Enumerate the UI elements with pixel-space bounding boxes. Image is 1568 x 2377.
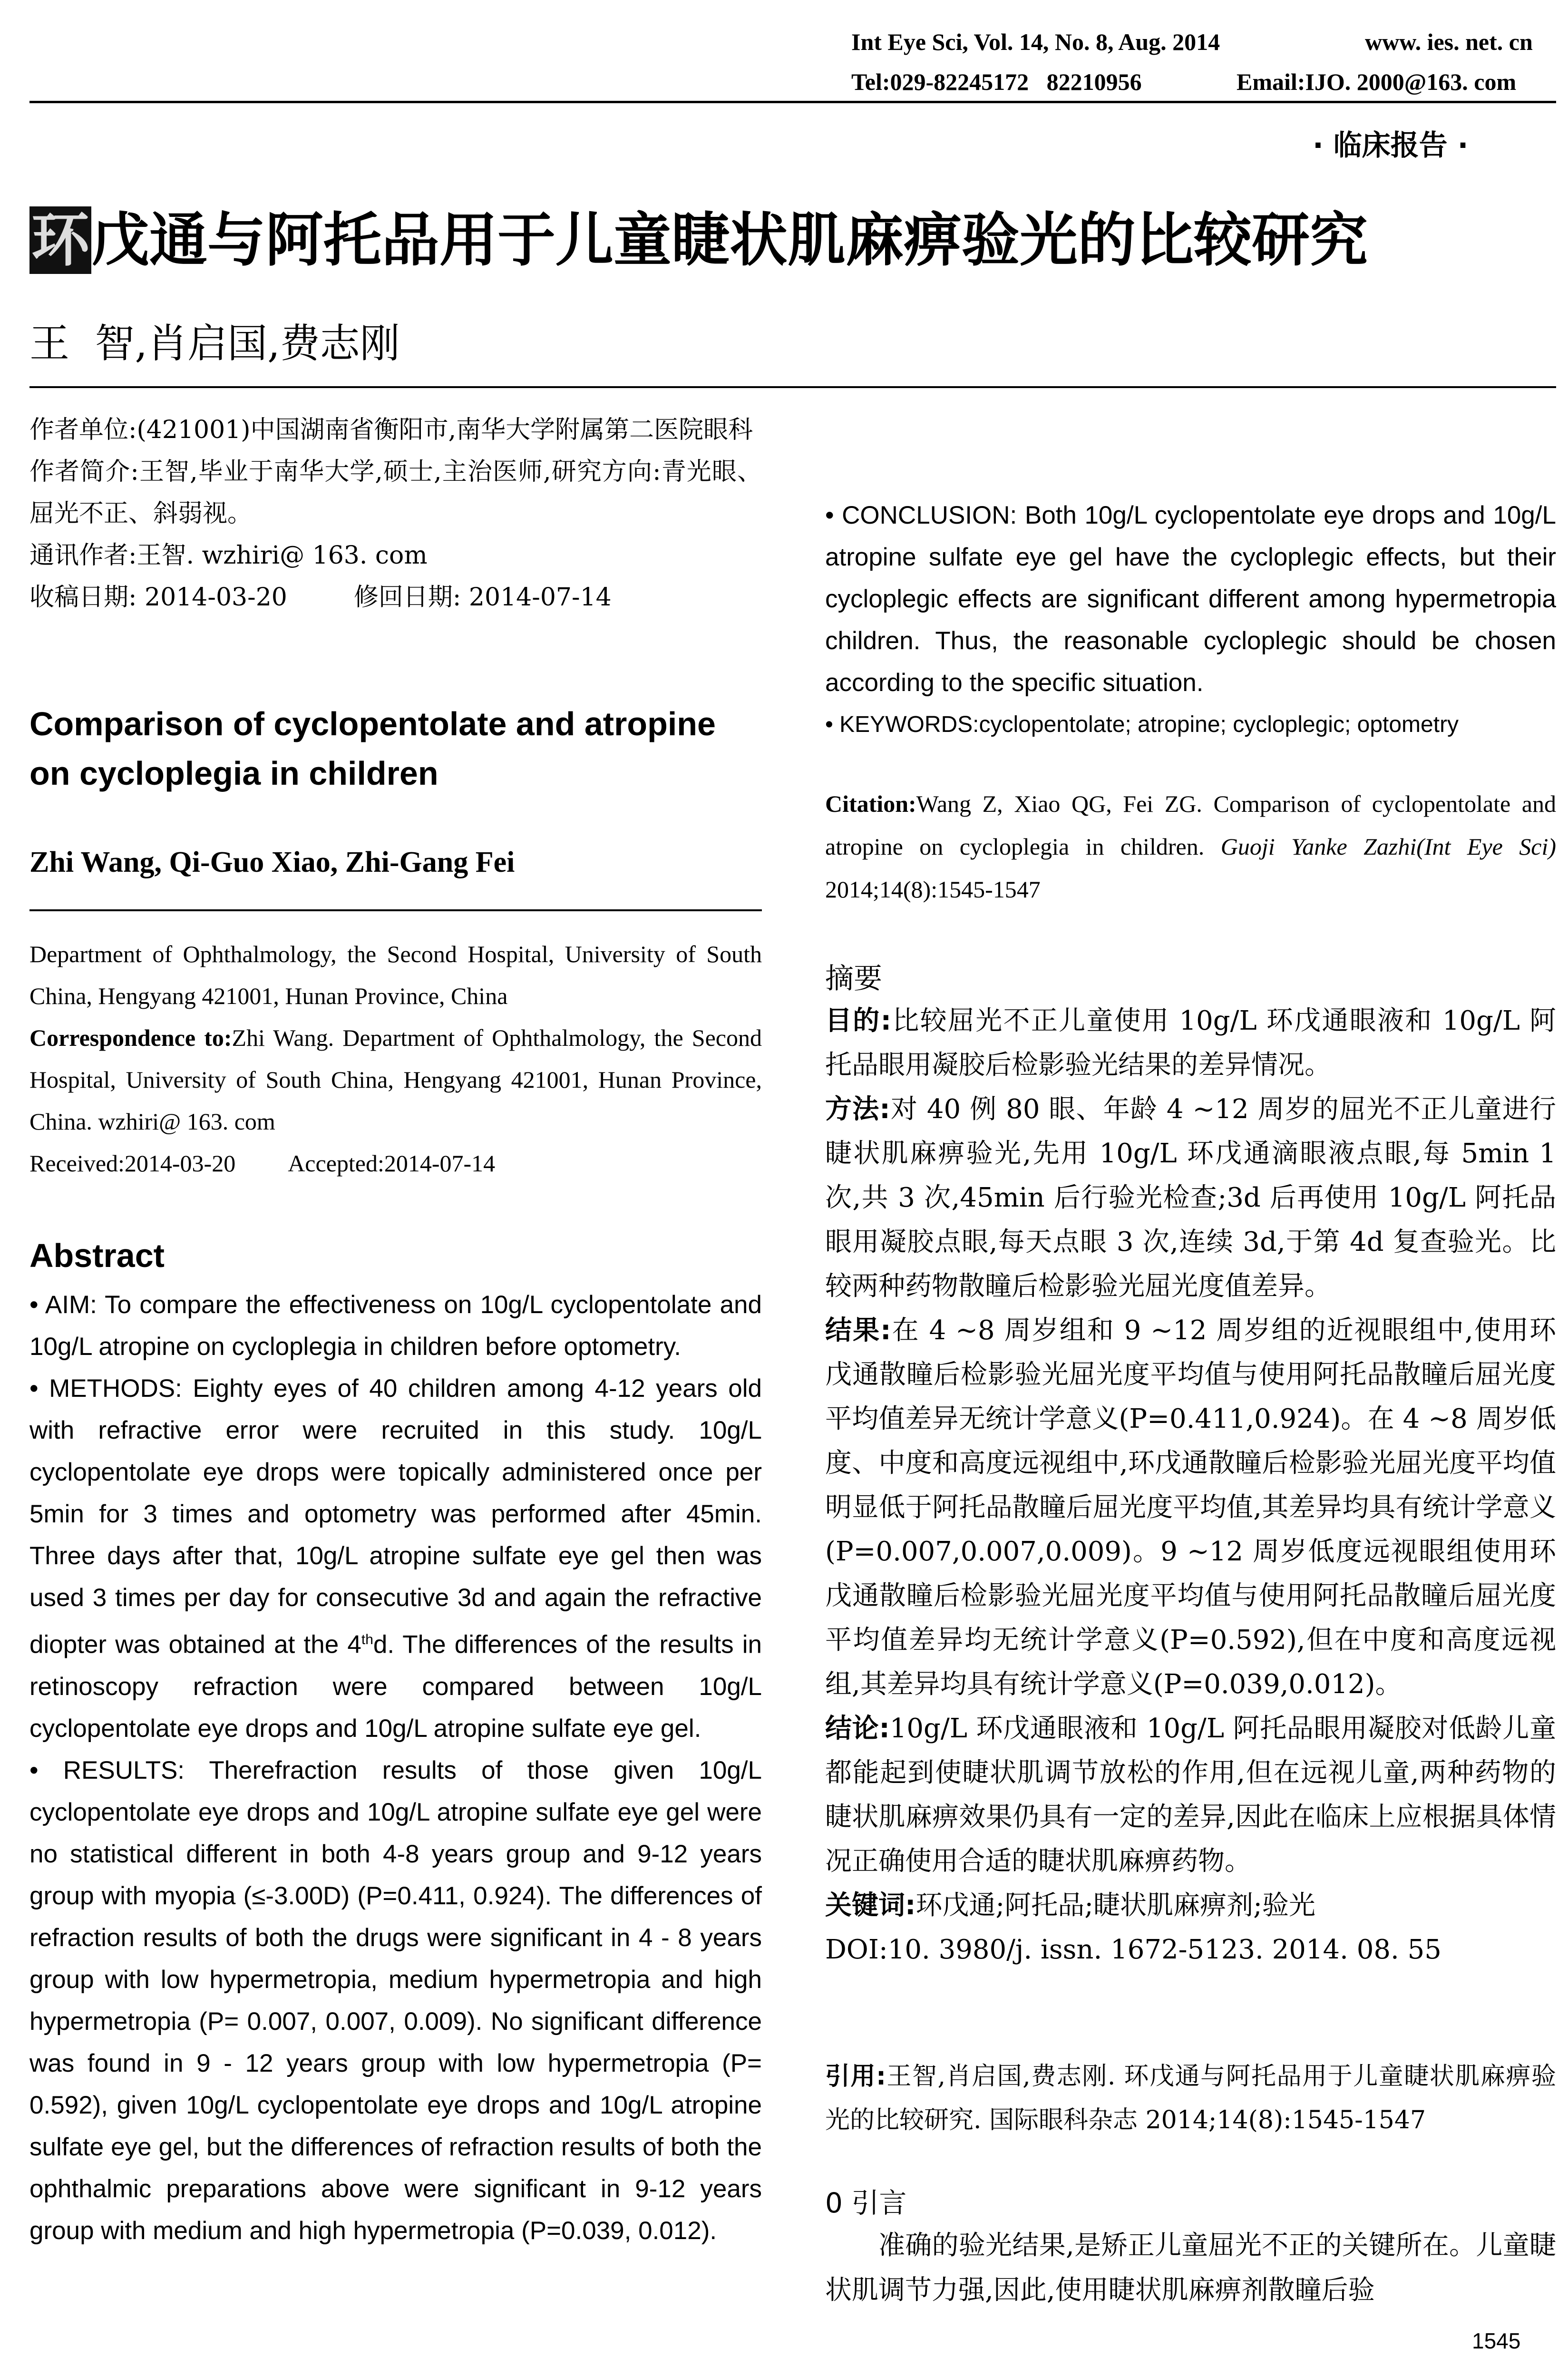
aim-cn: 比较屈光不正儿童使用 10g/L 环戊通眼液和 10g/L 阿托品眼用凝胶后检影验光结果的差异情况。	[825, 1005, 1556, 1081]
doi: DOI:10. 3980/j. issn. 1672-5123. 2014. 08. 55	[825, 1934, 1441, 1965]
correspondence-label: Correspondence to:	[29, 1024, 232, 1051]
title-cn-rest: 戊通与阿托品用于儿童睫状肌麻痹验光的比较研究	[91, 206, 1368, 274]
corresponding-cn: 通讯作者:王智. wzhiri@ 163. com	[29, 541, 428, 570]
aim-label: • AIM:	[29, 1291, 97, 1319]
citation-journal: Guoji Yanke Zazhi(Int Eye Sci)	[1220, 833, 1557, 860]
methods-cn: 对 40 例 80 眼、年龄 4 ~12 周岁的屈光不正儿童进行睫状肌麻痹验光,先用 10g/L 环戊通滴眼液点眼,每 5min 1 次,共 3 次,45min 后行验光检查;3d 后再使用 10g/L 阿托品眼用凝胶点眼,每天点眼 3 次,连续 3d,于第 4d 复查验光。比较两种药物散瞳后检影验光屈光度值差异。	[825, 1094, 1557, 1302]
received-en: Received:2014-03-20	[29, 1150, 236, 1177]
journal-website: www. ies. net. cn	[1365, 29, 1533, 55]
conclusion-text: Both 10g/L cyclopentolate eye drops and 10g/L atropine sulfate eye gel have the cycloplegic effects, but their cycloplegic effects are significant different among hypermetropia children. Thus, the reasonable cycloplegic should be chosen according to the specific situation.	[825, 501, 1556, 697]
conclusion-label: • CONCLUSION:	[825, 501, 1017, 529]
page-number: 1545	[1472, 2328, 1521, 2353]
results-text: Therefraction results of those given 10g/L cyclopentolate eye drops and 10g/L atropine sulfate eye gel were no statistical different in both 4-8 years group and 9-12 years group with myopia (≤-3.00D) (P=0.411, 0.924). The differences of refraction results of both the drugs were significant in 4 - 8 years group with low hypermetropia, medium hypermetropia and high hypermetropia (P= 0.007, 0.007, 0.009). No significant difference was found in 9 - 12 years group with low hypermetropia (P= 0.592), given 10g/L cyclopentolate eye drops and 10g/L atropine sulfate eye gel, but the differences of refraction results of both the ophthalmic preparations above were significant in 9-12 years group with medium and high hypermetropia (P=0.039, 0.012).	[29, 1756, 762, 2245]
correspondence-en: Zhi Wang. Department of Ophthalmology, the Second Hospital, University of South China, Hengyang 421001, Hunan Province, China. wzhiri@ 163. com	[29, 1024, 762, 1135]
methods-label: • METHODS:	[29, 1374, 182, 1403]
section-label: · 临床报告 ·	[1313, 129, 1469, 162]
methods-text-b: d. The differences of the results in retinoscopy refraction were compared between 10g/L cyclopentolate eye drops and 10g/L atropine sulfate eye gel.	[29, 1630, 762, 1743]
methods-text-a: Eighty eyes of 40 children among 4-12 years old with refractive error were recruited in this study. 10g/L cyclopentolate eye drops were topically administered once per 5min for 3 times and optometry was performed after 45min. Three days after that, 10g/L atropine sulfate eye gel then was used 3 times per day for consecutive 3d and again the refractive diopter was obtained at the 4	[29, 1374, 762, 1659]
title-en: Comparison of cyclopentolate and atropine on cycloplegia in children	[29, 705, 716, 792]
citation-cn-text: 王智,肖启国,费志刚. 环戊通与阿托品用于儿童睫状肌麻痹验光的比较研究. 国际眼科杂志 2014;14(8):1545-1547	[825, 2062, 1556, 2134]
conclusion-cn-label: 结论:	[825, 1713, 890, 1744]
title-first-char: 环	[29, 206, 91, 274]
journal-email: Email:IJO. 2000@163. com	[1237, 68, 1517, 95]
accepted-en: Accepted:2014-07-14	[288, 1150, 496, 1177]
aim-cn-label: 目的:	[825, 1005, 892, 1036]
results-cn: 在 4 ~8 周岁组和 9 ~12 周岁组的近视眼组中,使用环戊通散瞳后检影验光屈光度平均值与使用阿托品散瞳后屈光度平均值差异无统计学意义(P=0.411,0.924)。在 4 ~8 周岁低度、中度和高度远视组中,环戊通散瞳后检影验光屈光度平均值明显低于阿托品散瞳后屈光度平均值,其差异均具有统计学意义(P=0.007,0.007,0.009)。9 ~12 周岁低度远视眼组使用环戊通散瞳后检影验光屈光度平均值与使用阿托品散瞳后屈光度平均值差异均无统计学意义(P=0.592),但在中度和高度远视组,其差异均具有统计学意义(P=0.039,0.012)。	[825, 1315, 1557, 1700]
results-label: • RESULTS:	[29, 1756, 185, 1784]
citation-cn	[825, 2055, 1556, 2142]
keywords-text: cyclopentolate; atropine; cycloplegic; optometry	[979, 712, 1459, 737]
methods-cn-label: 方法:	[825, 1094, 890, 1125]
abstract-cn-heading: 摘要	[825, 962, 882, 995]
journal-citation-header: Int Eye Sci, Vol. 14, No. 8, Aug. 2014	[851, 29, 1220, 55]
citation-label: Citation:	[825, 790, 916, 817]
authors-en-rule	[29, 909, 762, 911]
affiliation-cn: 作者单位:(421001)中国湖南省衡阳市,南华大学附属第二医院眼科	[29, 416, 753, 444]
abstract-en-continued	[825, 495, 1556, 746]
methods-superscript: th	[361, 1632, 373, 1647]
department-en: Department of Ophthalmology, the Second Hospital, University of South China, Hengyang 421001, Hunan Province, China	[29, 941, 762, 1009]
title-rule	[29, 386, 1556, 388]
bio-cn: 作者简介:王智,毕业于南华大学,硕士,主治医师,研究方向:青光眼、屈光不正、斜弱视。	[29, 458, 762, 528]
citation-text-b: 2014;14(8):1545-1547	[825, 876, 1041, 903]
keywords-cn: 环戊通;阿托品;睫状肌麻痹剂;验光	[915, 1890, 1316, 1921]
results-cn-label: 结果:	[825, 1315, 891, 1346]
conclusion-cn: 10g/L 环戊通眼液和 10g/L 阿托品眼用凝胶对低龄儿童都能起到使睫状肌调节放松的作用,但在远视儿童,两种药物的睫状肌麻痹效果仍具有一定的差异,因此在临床上应根据具体情况正确使用合适的睫状肌麻痹药物。	[825, 1713, 1556, 1877]
author-info-en	[29, 933, 762, 1184]
intro-heading: 0 引言	[825, 2187, 907, 2219]
received-cn: 收稿日期: 2014-03-20	[29, 583, 287, 612]
keywords-cn-label: 关键词:	[825, 1890, 916, 1921]
journal-telephone: Tel:029-82245172 82210956	[851, 68, 1142, 95]
keywords-label: • KEYWORDS:	[825, 712, 979, 737]
revised-cn: 修回日期: 2014-07-14	[353, 583, 612, 612]
title-cn	[29, 205, 1368, 276]
abstract-cn-body	[825, 999, 1556, 1972]
citation-en	[825, 782, 1556, 911]
aim-text: To compare the effectiveness on 10g/L cyclopentolate and 10g/L atropine on cycloplegia in children before optometry.	[29, 1291, 762, 1361]
abstract-heading: Abstract	[29, 1237, 165, 1274]
author-info-cn	[29, 409, 762, 618]
citation-cn-label: 引用:	[825, 2062, 886, 2091]
header-rule	[29, 101, 1556, 103]
authors-en: Zhi Wang, Qi-Guo Xiao, Zhi-Gang Fei	[29, 846, 515, 878]
authors-cn: 王 智,肖启国,费志刚	[29, 320, 400, 367]
abstract-en-body	[29, 1284, 762, 2252]
citation-text-a: Wang Z, Xiao QG, Fei ZG. Comparison of cyclopentolate and atropine on cycloplegia in children.	[825, 790, 1556, 860]
intro-text: 准确的验光结果,是矫正儿童屈光不正的关键所在。儿童睫状肌调节力强,因此,使用睫状肌麻痹剂散瞳后验	[825, 2230, 1556, 2306]
